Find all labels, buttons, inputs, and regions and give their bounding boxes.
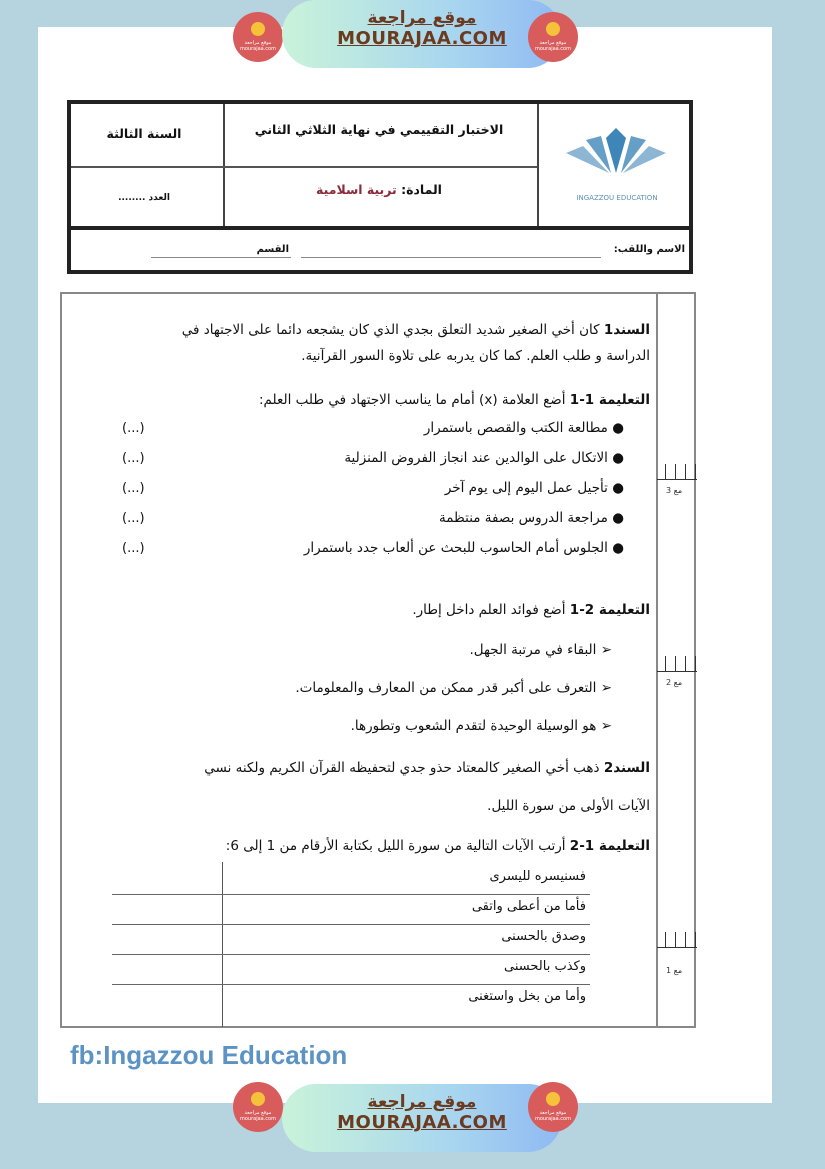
benefit-option[interactable] <box>295 680 612 697</box>
logo-caption: موقع مراجعة mourajaa.com <box>239 40 276 52</box>
option-text: البقاء في مرتبة الجهل. <box>469 642 597 658</box>
score-label: مع 2 <box>666 678 683 687</box>
checkbox-blank[interactable]: (...) <box>122 481 145 496</box>
verse-row: وأما من بخل واستغنى <box>468 989 586 1004</box>
sanad2-label: السند2 <box>603 760 650 776</box>
exam-body <box>60 292 696 1028</box>
book-icon <box>546 22 560 36</box>
score-label: مع 3 <box>666 486 683 495</box>
task1-text: أضع العلامة (x) أمام ما يناسب الاجتهاد في طلب العلم: <box>258 392 566 408</box>
logo-caption: موقع مراجعة mourajaa.com <box>239 1110 276 1122</box>
name-input-line[interactable] <box>301 257 601 258</box>
site-logo[interactable] <box>233 1082 283 1132</box>
score-box <box>657 932 697 948</box>
verse-row: فأما من أعطى واتقى <box>471 899 586 914</box>
row-divider <box>112 894 590 895</box>
checkbox-blank[interactable]: (...) <box>122 421 145 436</box>
name-label: الاسم واللقب: <box>613 244 685 255</box>
task1-label: التعليمة 1-1 <box>569 392 650 408</box>
item-text: الجلوس أمام الحاسوب للبحث عن ألعاب جدد باستمرار <box>303 540 608 556</box>
book-icon <box>251 22 265 36</box>
arrow-icon: ➢ <box>600 718 612 734</box>
level: السنة الثالثة <box>106 126 182 141</box>
book-icon <box>251 1092 265 1106</box>
order-number-input[interactable] <box>162 868 217 892</box>
checklist-item: ● مطالعة الكتب والقصص باستمرار <box>423 420 624 436</box>
item-text: تأجيل عمل اليوم إلى يوم آخر <box>444 480 608 496</box>
section-input-line[interactable] <box>151 257 291 258</box>
checkbox-blank[interactable]: (...) <box>122 451 145 466</box>
sanad1-text: الدراسة و طلب العلم. كما كان يدربه على تلاوة السور القرآنية. <box>301 348 650 364</box>
exam-title: الاختبار التقييمي في نهاية الثلاثي الثاني <box>254 122 504 137</box>
arrow-icon: ➢ <box>600 680 612 696</box>
order-table-divider <box>222 862 223 1027</box>
order-number-input[interactable] <box>162 988 217 1012</box>
banner-arabic: موقع مراجعة <box>367 8 477 28</box>
arrow-icon: ➢ <box>600 642 612 658</box>
logo-text: INGAZZOU EDUCATION <box>576 194 658 202</box>
row-divider <box>112 954 590 955</box>
item-text: مطالعة الكتب والقصص باستمرار <box>423 420 608 436</box>
checklist-item: ● الاتكال على الوالدين عند انجاز الفروض المنزلية <box>344 450 624 466</box>
row-divider <box>112 924 590 925</box>
lotus-logo-icon <box>561 128 671 178</box>
verse-row: وكذب بالحسنى <box>504 959 586 974</box>
option-text: هو الوسيلة الوحيدة لتقدم الشعوب وتطورها. <box>350 718 597 734</box>
task2-text: أضع فوائد العلم داخل إطار. <box>412 602 566 618</box>
site-logo[interactable] <box>528 1082 578 1132</box>
task3-label: التعليمة 1-2 <box>569 838 650 854</box>
row-divider <box>112 984 590 985</box>
item-text: مراجعة الدروس بصفة منتظمة <box>439 510 608 526</box>
banner-latin: MOURAJAA.COM <box>337 1112 507 1134</box>
score-box <box>657 464 697 480</box>
verse-row: فسنيسره لليسرى <box>489 869 586 884</box>
logo-caption: موقع مراجعة mourajaa.com <box>534 40 571 52</box>
banner-latin: MOURAJAA.COM <box>337 28 507 50</box>
site-banner-bottom[interactable] <box>282 1084 562 1152</box>
section-label: القسم <box>256 244 289 255</box>
checkbox-blank[interactable]: (...) <box>122 511 145 526</box>
checkbox-blank[interactable]: (...) <box>122 541 145 556</box>
site-banner-top[interactable] <box>282 0 562 68</box>
checklist-item: ● مراجعة الدروس بصفة منتظمة <box>439 510 624 526</box>
order-number-input[interactable] <box>162 958 217 982</box>
sanad2-text: الآيات الأولى من سورة الليل. <box>487 798 650 814</box>
option-text: التعرف على أكبر قدر ممكن من المعارف والمعلومات. <box>295 680 597 696</box>
task2-label: التعليمة 2-1 <box>569 602 650 618</box>
site-logo[interactable] <box>528 12 578 62</box>
sanad1-text: كان أخي الصغير شديد التعلق بجدي الذي كان يشجعه دائما على الاجتهاد في <box>181 322 600 338</box>
score-box <box>657 656 697 672</box>
sanad2-text: ذهب أخي الصغير كالمعتاد حذو جدي لتحفيظه القرآن الكريم ولكنه نسي <box>204 760 600 776</box>
checklist-item: ● الجلوس أمام الحاسوب للبحث عن ألعاب جدد باستمرار <box>303 540 624 556</box>
score-label: مع 1 <box>666 966 683 975</box>
task3-text: أرتب الآيات التالية من سورة الليل بكتابة الأرقام من 1 إلى 6: <box>225 838 566 854</box>
verse-row: وصدق بالحسنى <box>501 929 586 944</box>
logo-caption: موقع مراجعة mourajaa.com <box>534 1110 571 1122</box>
checklist-item: ● تأجيل عمل اليوم إلى يوم آخر <box>444 480 624 496</box>
book-icon <box>546 1092 560 1106</box>
exam-header <box>67 100 693 274</box>
order-number-input[interactable] <box>162 928 217 952</box>
number-field[interactable]: العدد ........ <box>118 193 170 203</box>
subject-label: المادة: <box>401 182 442 197</box>
watermark: fb:Ingazzou Education <box>70 1040 348 1070</box>
benefit-option[interactable] <box>351 718 612 735</box>
sanad1-label: السند1 <box>603 322 650 338</box>
item-text: الاتكال على الوالدين عند انجاز الفروض المنزلية <box>344 450 608 466</box>
subject: تربية اسلامية <box>316 182 397 197</box>
benefit-option[interactable] <box>470 642 612 659</box>
site-logo[interactable] <box>233 12 283 62</box>
banner-arabic: موقع مراجعة <box>367 1092 477 1112</box>
order-number-input[interactable] <box>162 898 217 922</box>
